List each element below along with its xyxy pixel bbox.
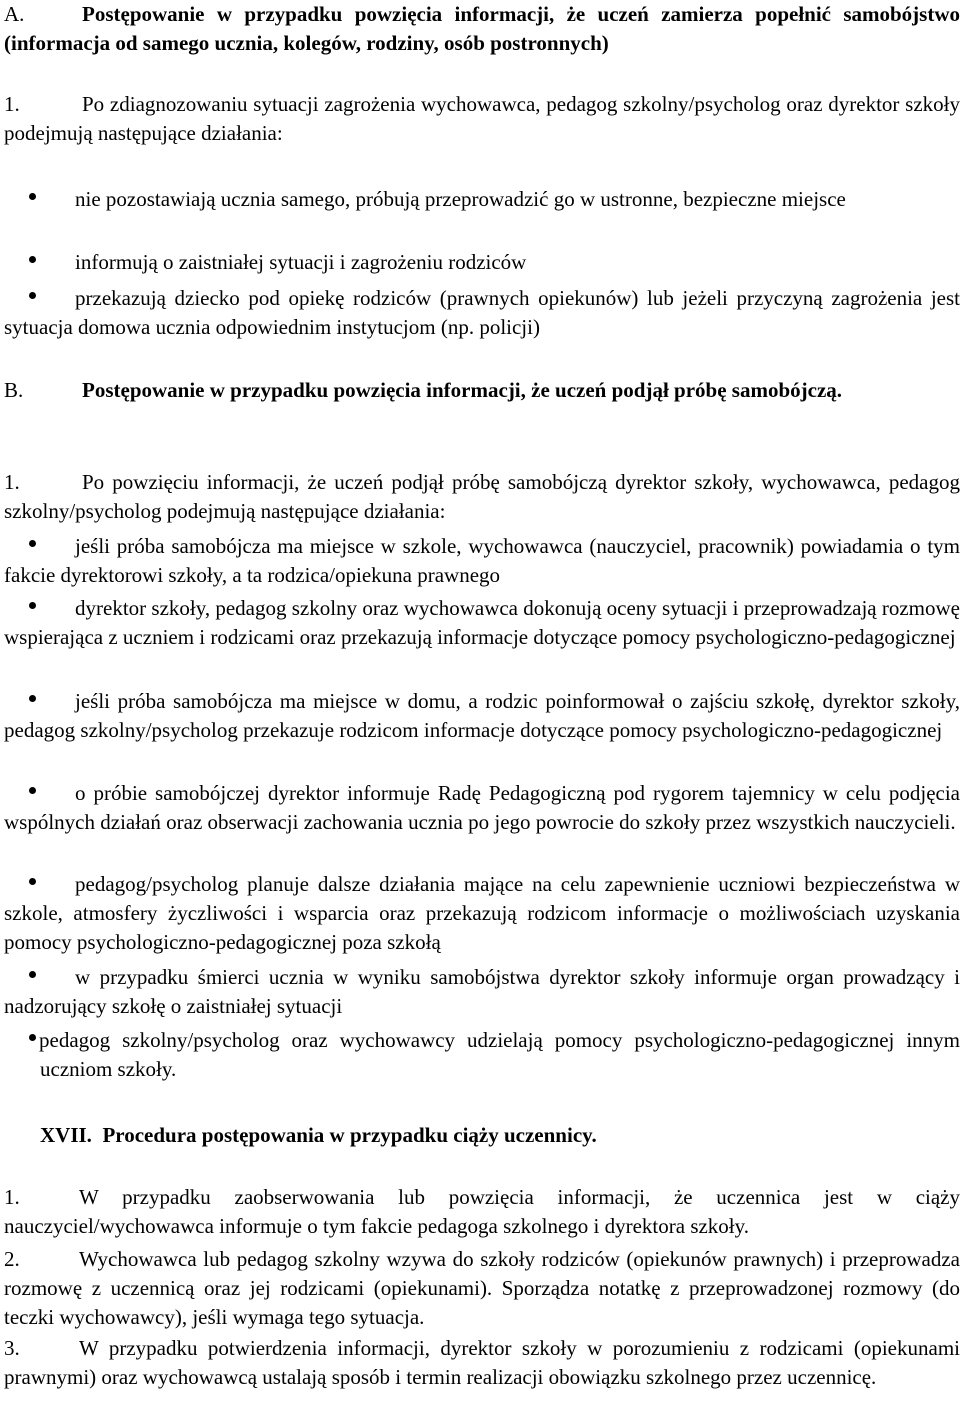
section-xvii-item [4,1334,960,1392]
section-a-title: Postępowanie w przypadku powzięcia informacji, że uczeń zamierza popełnić samobójstwo (informacja od samego ucznia, kolegów, rodziny, osób postronnych) [4,2,960,55]
item-number: 3. [4,1336,20,1360]
section-a-bullet-text: nie pozostawiają ucznia samego, próbują przeprowadzić go w ustronne, bezpieczne miejsce [75,187,846,211]
section-xvii-title: Procedura postępowania w przypadku ciąży uczennicy. [102,1123,597,1147]
section-b-bullet [4,532,960,590]
section-b-bullet-text: dyrektor szkoły, pedagog szkolny oraz wychowawca dokonują oceny sytuacji i przeprowadzają rozmowę wspierająca z uczniem i rodzicami oraz przekazują informacje dotyczące pomocy psychologiczno-pedagogicznej [4,596,960,649]
section-b-letter: B. [4,378,24,402]
section-b-bullet [4,870,960,957]
item-number: 2. [4,1247,20,1271]
section-a-bullet-text: informują o zaistniałej sytuacji i zagrożeniu rodziców [75,250,527,274]
section-a-bullet-text: przekazują dziecko pod opiekę rodziców (prawnych opiekunów) lub jeżeli przyczyną zagrożenia jest sytuacja domowa ucznia odpowiednim instytucjom (np. policji) [4,286,960,339]
item-number: 1. [4,1185,20,1209]
section-a-paragraph-1 [4,90,960,148]
section-xvii-item [4,1183,960,1241]
section-a-bullet [4,248,960,277]
section-b-paragraph-number: 1. [4,470,20,494]
section-b-bullet-text: pedagog szkolny/psycholog oraz wychowawcy udzielają pomocy psychologiczno-pedagogicznej innym uczniom szkoły. [39,1028,960,1081]
section-b-heading [4,376,960,405]
section-b-bullet-text: o próbie samobójczej dyrektor informuje Radę Pedagogiczną pod rygorem tajemnicy w celu podjęcia wspólnych działań oraz obserwacji zachowania ucznia po jego powrocie do szkoły przez wszystkich nauczycieli. [4,781,960,834]
section-b-bullet-text: jeśli próba samobójcza ma miejsce w domu, a rodzic poinformował o zajściu szkołę, dyrektor szkoły, pedagog szkolny/psycholog przekazuje rodzicom informacje dotyczące pomocy psychologiczno-pedagogicznej [4,689,960,742]
section-xvii-numeral: XVII. [40,1123,92,1147]
item-text: W przypadku potwierdzenia informacji, dyrektor szkoły w porozumieniu z rodzicami (opiekunami prawnymi) oraz wychowawcą ustalają sposób i termin realizacji obowiązku szkolnego przez uczennicę. [4,1336,960,1389]
section-b-bullet [4,963,960,1021]
section-b-title: Postępowanie w przypadku powzięcia informacji, że uczeń podjął próbę samobójczą. [82,378,843,402]
section-b-paragraph-text: Po powzięciu informacji, że uczeń podjął próbę samobójczą dyrektor szkoły, wychowawca, pedagog szkolny/psycholog podejmują następujące działania: [4,470,960,523]
section-a-bullet [4,284,960,342]
section-b-paragraph-1 [4,468,960,526]
section-b-bullet-text: w przypadku śmierci ucznia w wyniku samobójstwa dyrektor szkoły informuje organ prowadzący i nadzorujący szkołę o zaistniałej sytuacji [4,965,960,1018]
section-a-bullet [4,185,960,214]
section-xvii-heading [40,1121,960,1150]
section-a-paragraph-text: Po zdiagnozowaniu sytuacji zagrożenia wychowawca, pedagog szkolny/psycholog oraz dyrektor szkoły podejmują następujące działania: [4,92,960,145]
section-b-bullet-text: jeśli próba samobójcza ma miejsce w szkole, wychowawca (nauczyciel, pracownik) powiadamia o tym fakcie dyrektorowi szkoły, a ta rodzica/opiekuna prawnego [4,534,960,587]
section-b-bullet [4,779,960,837]
section-a-letter: A. [4,2,25,26]
item-text: W przypadku zaobserwowania lub powzięcia informacji, że uczennica jest w ciąży nauczyciel/wychowawca informuje o tym fakcie pedagoga szkolnego i dyrektora szkoły. [4,1185,960,1238]
section-xvii-item [4,1245,960,1332]
section-a-heading [4,0,960,58]
section-b-bullet [4,594,960,652]
section-b-bullet [4,687,960,745]
item-text: Wychowawca lub pedagog szkolny wzywa do szkoły rodziców (opiekunów prawnych) i przeprowadza rozmowę z uczennicą oraz jej rodzicami (opiekunami). Sporządza notatkę z przeprowadzonej rozmowy (do teczki wychowawcy), jeśli wymaga tego sytuacja. [4,1247,960,1329]
section-b-bullet-text: pedagog/psycholog planuje dalsze działania mające na celu zapewnienie uczniowi bezpieczeństwa w szkole, atmosfery życzliwości i wsparcia oraz przekazują rodzicom informacje o możliwościach uzyskania pomocy psychologiczno-pedagogicznej poza szkołą [4,872,960,954]
section-a-paragraph-number: 1. [4,92,20,116]
section-b-bullet [4,1026,960,1084]
